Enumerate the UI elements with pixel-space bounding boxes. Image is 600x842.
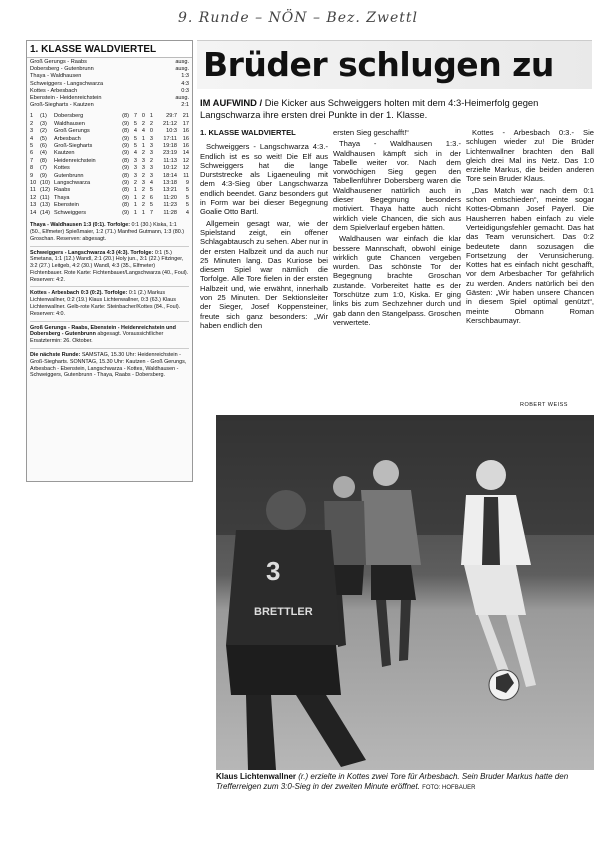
table-row: 5 (6) Groß-Siegharts (9) 5 1 3 19:18 16: [30, 143, 189, 150]
table-row: 14 (14) Schweiggers (9) 1 1 7 11:28 4: [30, 209, 189, 216]
handwritten-note: 9. Runde – NÖN – Bez. Zwettl: [178, 10, 418, 26]
caption-name: Klaus Lichtenwallner: [216, 772, 297, 781]
match-reports: [27, 220, 192, 384]
match-row: Thaya - Waldhausen 1:3: [30, 73, 189, 80]
match-results: [27, 58, 192, 110]
table-row: 9 (9) Gutenbrunn (8) 3 2 3 18:14 11: [30, 172, 189, 179]
table-row: 6 (4) Kautzen (9) 4 2 3 23:19 14: [30, 150, 189, 157]
paragraph: ersten Sieg geschafft!“: [333, 128, 409, 137]
paragraph: Allgemein gesagt war, wie der Spielstand zeigt, ein offener Schlagabtausch zu sehen. Aber nur in der ersten Halbzeit und da auch nur 25 Minuten lang. Das Kuriose bei diesem Spiel war nämlich die Torfolge. Alle Tore fielen in der ersten Halbzeit und, wie erwähnt, innerhalb von 25 Minuten. Der Sektionsleiter der Sieger, Josef Koppensteiner, freute sich ganz besonders: „Wir haben endlich den: [200, 218, 328, 330]
photo-caption: [216, 772, 594, 793]
jersey-text: BRETTLER: [254, 606, 313, 618]
headline-bar: [197, 40, 592, 89]
table-row: 10 (10) Langschwarza (9) 2 3 4 13:18 9: [30, 180, 189, 187]
match-row: Schweiggers - Langschwarza 4:3: [30, 80, 189, 87]
match-photo: [216, 415, 594, 770]
results-box: [26, 40, 193, 482]
league-table: [27, 110, 192, 220]
paragraph: Thaya - Waldhausen 1:3.- Waldhausen kämpft sich in der Tabelle weiter vor. Nach dem vorwöchigen Sieg gegen den Tabellenführer Dobersberg waren die Waldhausener natürlich auch in dieser Begegnung besonders motiviert. Thaya hatte auch nicht wirklich viele Chancen, die sich aus dem Spielverlauf ergeben hätten.: [333, 139, 461, 232]
paragraph: Waldhausen war einfach die klar bessere Mannschaft, obwohl einige wirklich gute Chancen vergeben wurden. Das schönste Tor der Begegnung brachte Groschan zustande. Vorbereitet hatte es der Torschütze zum 1:0, Kiska. Er ging links bis zum Sechzehner durch und gab dann den Stangelpass. Groschen verwertete.: [333, 234, 461, 327]
table-row: 7 (8) Heidenreichstein (8) 3 3 2 11:13 12: [30, 157, 189, 164]
match-report: Die nächste Runde: SAMSTAG, 15.30 Uhr: Heidenreichstein - Groß-Siegharts. SONNTAG, 15.30 Uhr: Kautzen - Groß Gerungs, Arbesbach - Ebenstein, Langschwarza - Kottes, Waldhausen - Schweiggers, Gutenbrunn - Thaya, Raabs - Dobersberg.: [30, 348, 189, 379]
caption-text: (r.) erzielte in Kottes zwei Tore für Arbesbach. Sein Bruder Markus hatte den Trefferreigen zum 3:0-Sieg in der zweiten Minute eröffnet.: [216, 772, 569, 791]
author: ROBERT WEISS: [520, 402, 568, 408]
subhead-text: Die Kicker aus Schweiggers holten mit dem 4:3-Heimerfolg gegen Langschwarza ihre ersten drei Punkte in der 1. Klasse.: [200, 97, 539, 120]
match-report: Schweiggers - Langschwarza 4:3 (4:3). Torfolge: 0:1 (5.) Smetana, 1:1 (12.) Wandl, 2:1 (20.) Holy jun., 3:1 (22.) Fitzinger, 3:2 (27.) Leitgeb, 4:2 (30.) Wandl, 4:3 (35., Elfmeter) Fichtenbauer. Rote Karte: Fichtenbauer/Langschwarza (40., Foul). Reserven: 4:2.: [30, 246, 189, 284]
table-row: 4 (5) Arbesbach (9) 5 1 3 17:11 16: [30, 135, 189, 142]
table-row: 3 (2) Groß Gerungs (8) 4 4 0 10:3 16: [30, 128, 189, 135]
match-row: Ebenstein - Heidenreichstein ausg.: [30, 95, 189, 102]
paragraph: „Das Match war nach dem 0:1 schon entschieden“, meinte sogar Kottes-Obmann Josef Payerl. Die Hausherren haben einfach zu viele Verteidigungsfehler gemacht. Das hat das Team verunsichert. Das 0:2 bedeutete dann sozusagen die Fortsetzung der Verunsicherung. Kottes hat es einfach nicht geschafft, vor dem Arbesbacher Tor gefährlich zu werden. Anders natürlich bei den Gästen: „Wir haben unsere Chancen in diesem Spiel optimal genützt“, meinte Obmann Roman Kerschbaumayr.: [466, 185, 594, 325]
table-row: 1 (1) Dobersberg (8) 7 0 1 29:7 21: [30, 113, 189, 120]
table-row: 2 (3) Waldhausen (9) 5 2 2 21:12 17: [30, 120, 189, 127]
kicker: IM AUFWIND: [200, 97, 257, 108]
match-report: Thaya - Waldhausen 1:3 (0:1). Torfolge: 0:1 (30.) Kiska, 1:1 (50., Elfmeter) Spießmaier, 1:2 (71.) Manfred Gutmann, 1:3 (80.) Groschan. Reserven: abgesagt.: [30, 222, 184, 242]
subhead: IM AUFWIND / Die Kicker aus Schweiggers holten mit dem 4:3-Heimerfolg gegen Langschwarza ihre ersten drei Punkte in der 1. Klasse.: [200, 97, 539, 120]
match-row: Kottes - Arbesbach 0:3: [30, 87, 189, 94]
jersey-number: 3: [266, 556, 281, 586]
match-row: Groß Gerungs - Raabs ausg.: [30, 59, 189, 65]
headline: Brüder schlugen zu: [203, 45, 554, 84]
table-row: 8 (7) Kottes (9) 3 3 3 10:12 12: [30, 165, 189, 172]
paragraph: Schweiggers - Langschwarza 4:3.- Endlich ist es so weit! Die Elf aus Schweiggers hat die lange Durststrecke als Ligaeneuling mit dem 4:3-Sieg über Langschwarza endlich beendet. Ganz besonders gut in Form war bei dieser Begegnung Goalie Otto Bartl.: [200, 142, 328, 217]
article-column-2: [333, 128, 461, 329]
article-column-1: [200, 128, 328, 332]
section-label: 1. KLASSE WALDVIERTEL: [200, 128, 296, 137]
table-row: 12 (11) Thaya (9) 1 2 6 11:20 5: [30, 194, 189, 201]
article-column-3: [466, 128, 594, 327]
match-row: Groß-Siegharts - Kautzen 2:1: [30, 102, 189, 109]
match-row: Dobersberg - Gutenbrunn ausg.: [30, 66, 189, 73]
match-report: Groß Gerungs - Raabs, Ebenstein - Heidenreichstein und Dobersberg - Gutenbrunn abgesagt. Voraussichtlicher Ersatztermin: 26. Oktober.: [30, 321, 189, 345]
table-row: 11 (12) Raabs (8) 1 2 5 13:21 5: [30, 187, 189, 194]
table-row: 13 (13) Ebenstein (8) 1 2 5 11:23 5: [30, 202, 189, 209]
football: [489, 670, 519, 700]
photo-credit: FOTO: HOFBAUER: [422, 785, 476, 791]
paragraph: Kottes - Arbesbach 0:3.- Sie schlugen wieder zu! Die Brüder Lichtenwallner brachten den Ball gleich drei Mal ins Netz. Das 1:0 erzielte Markus, die beiden anderen Tore sein Bruder Klaus.: [466, 128, 594, 184]
results-box-title: 1. KLASSE WALDVIERTEL: [27, 41, 192, 58]
match-report: Kottes - Arbesbach 0:3 (0:2). Torfolge: 0:1 (2.) Markus Lichtenwallner, 0:2 (19.) Klaus Lichtenwallner, 0:3 (63.) Klaus Lichtenwallner. Gelb-rote Karte: Steinbacher/Kottes (84., Foul). Reserven: 4:0.: [30, 286, 189, 317]
